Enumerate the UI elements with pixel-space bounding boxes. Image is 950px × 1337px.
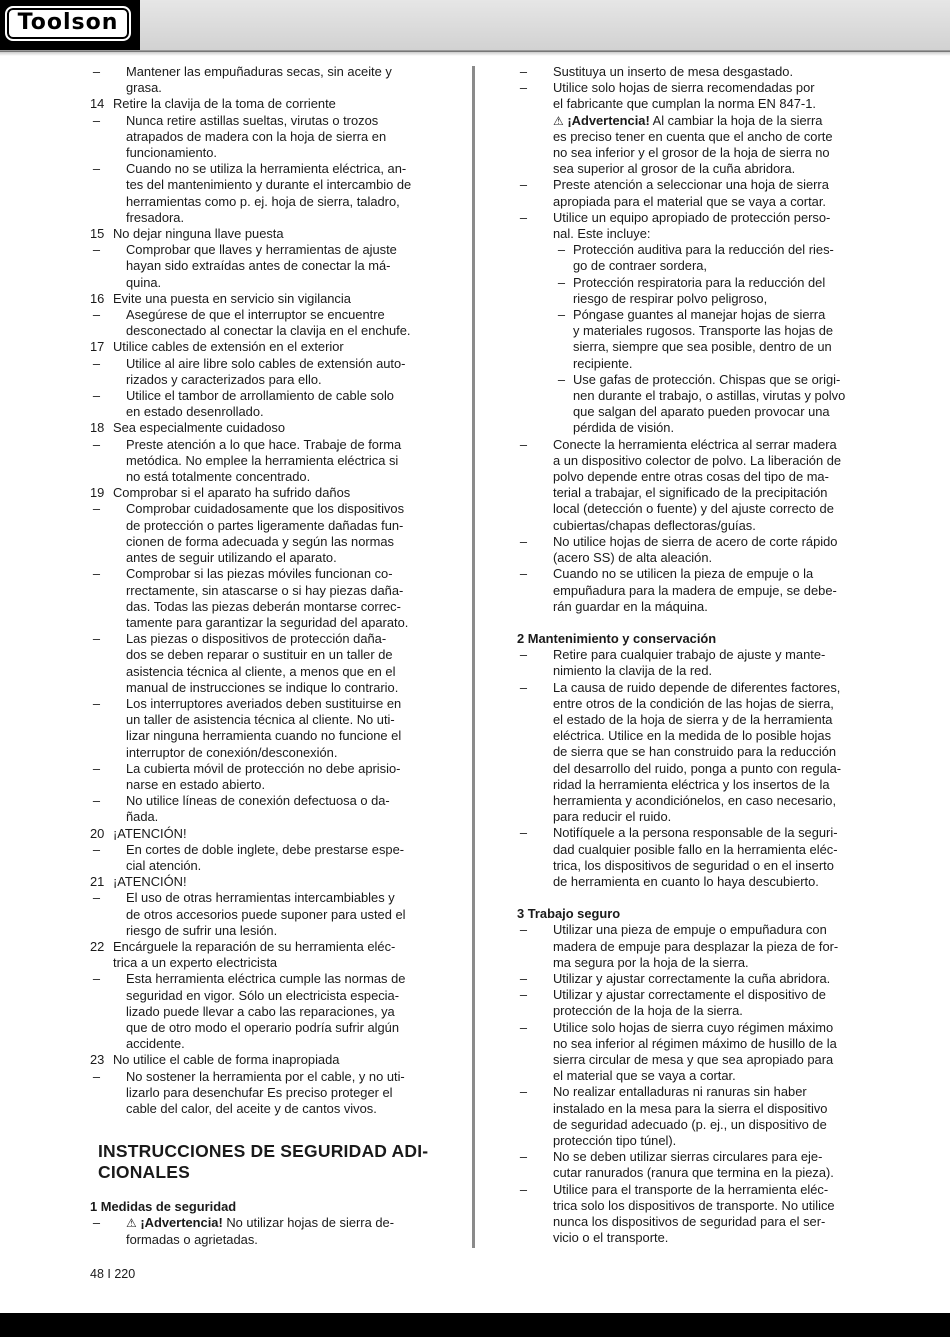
item-line: nen durante el trabajo, o astillas, virutas y polvo (573, 388, 846, 404)
sub-list-item (517, 307, 856, 372)
list-item (517, 1149, 856, 1181)
footer-bar (0, 1313, 950, 1337)
item-line: grasa. (126, 80, 162, 96)
dash-bullet: – (92, 760, 101, 776)
item-number: 19 (90, 485, 105, 501)
item-line: Los interruptores averiados deben sustituirse en (126, 695, 402, 711)
numbered-item (90, 226, 428, 242)
item-number: 22 (90, 938, 105, 954)
item-line: dad cualquier posible fallo en la herramienta eléc- (553, 841, 838, 857)
item-heading: No dejar ninguna llave puesta (113, 226, 284, 242)
dash-bullet: – (92, 161, 101, 177)
item-number: 14 (90, 96, 105, 112)
item-line: Sustituya un inserto de mesa desgastado. (553, 64, 794, 79)
list-item (517, 1182, 856, 1247)
item-line: La causa de ruido depende de diferentes factores, (553, 679, 841, 695)
page-number: 48 I 220 (90, 1267, 136, 1281)
item-heading: Sea especialmente cuidadoso (113, 420, 285, 436)
dash-bullet: – (519, 80, 528, 96)
item-line: de herramienta en cuanto lo haya descubierto. (553, 873, 819, 889)
list-item (517, 922, 856, 971)
dash-bullet: – (92, 64, 101, 79)
item-line: recipiente. (573, 355, 633, 371)
item-line: accidente. (126, 1036, 185, 1052)
item-line: de seguridad adecuado (p. ej., un dispositivo de (553, 1116, 827, 1132)
dash-bullet: – (557, 371, 566, 387)
item-line: go de contraer sordera, (573, 258, 707, 274)
item-line: cial atención. (126, 857, 202, 873)
item-line: herramienta y acondiciónelos, en caso necesario, (553, 792, 837, 808)
right-list-b (517, 177, 856, 614)
list-item (517, 987, 856, 1019)
item-line: no sea inferior al régimen máximo de husillo de la (553, 1035, 837, 1051)
subsection-title-2: 2 Mantenimiento y conservación (517, 630, 717, 646)
item-line: un taller de asistencia técnica al cliente. No uti- (126, 712, 395, 728)
item-line: metódica. No emplee la herramienta eléctrica si (126, 452, 399, 468)
list-item (90, 971, 428, 1052)
item-line: rizados y caracterizados para ello. (126, 371, 322, 387)
item-line: instalado en la mesa para la sierra el dispositivo (553, 1100, 828, 1116)
dash-bullet: – (92, 566, 101, 582)
item-line: local (detección o fuente) y del ajuste correcto de (553, 501, 834, 517)
item-line: polvo depende entre otras cosas del tipo de ma- (553, 469, 829, 485)
list-item (90, 161, 428, 226)
brand-logo (0, 0, 140, 50)
item-line: de otros accesorios puede suponer para usted el (126, 906, 406, 922)
item-line: nimiento la clavija de la red. (553, 663, 713, 679)
header-bar (0, 0, 950, 52)
item-line: Utilice un equipo apropiado de protección perso- (553, 209, 831, 225)
item-line: Preste atención a seleccionar una hoja de sierra (553, 177, 829, 193)
item-number: 16 (90, 290, 105, 306)
item-line: el estado de la hoja de sierra y de la herramienta (553, 711, 833, 727)
item-line: No se deben utilizar sierras circulares para eje- (553, 1149, 823, 1165)
item-line: Utilice al aire libre solo cables de extensión auto- (126, 355, 406, 371)
warning-paragraph: ⚠ ¡Advertencia! Al cambiar la hoja de la sierra es preciso tener en cuenta que el ancho de corte no sea inferior y el grosor de la hoja de sierra no sea superior al grosor de la cuña abridora. (553, 112, 833, 177)
list-item (517, 437, 856, 534)
item-heading: No utilice el cable de forma inapropiada (113, 1052, 340, 1068)
item-line: cubiertas/chapas deflectoras/guías. (553, 517, 756, 533)
numbered-item (90, 420, 428, 436)
item-line: dos se deben reparar o sustituir en un taller de (126, 647, 393, 663)
item-line: que de otro modo el operario podría sufrir algún (126, 1019, 400, 1035)
list-item (517, 177, 856, 209)
item-line: Comprobar que llaves y herramientas de ajuste (126, 242, 397, 258)
item-line: No utilice hojas de sierra de acero de corte rápido (553, 533, 838, 549)
dash-bullet: – (92, 1068, 101, 1084)
column-divider (472, 66, 475, 1248)
item-line: lizado puede llevar a cabo las reparaciones, ya (126, 1003, 395, 1019)
dash-bullet: – (92, 436, 101, 452)
dash-bullet: – (519, 987, 528, 1003)
item-line: riesgo de respirar polvo peligroso, (573, 290, 768, 306)
item-line: No realizar entalladuras ni ranuras sin haber (553, 1084, 807, 1100)
item-line: Cuando no se utiliza la herramienta eléctrica, an- (126, 161, 407, 177)
item-line: Conecte la herramienta eléctrica al serrar madera (553, 436, 837, 452)
list-item (517, 1020, 856, 1085)
item-line: ñada. (126, 809, 159, 825)
dash-bullet: – (92, 841, 101, 857)
item-number: 17 (90, 339, 105, 355)
item-number: 15 (90, 226, 105, 242)
item-line: Utilizar y ajustar correctamente el dispositivo de (553, 987, 826, 1003)
item-line: narse en estado abierto. (126, 776, 266, 792)
item-line: empuñadura para la madera de empuje, se debe- (553, 582, 837, 598)
list-item (90, 356, 428, 388)
item-line: hayan sido extraídas antes de conectar la má- (126, 258, 391, 274)
item-line: Comprobar cuidadosamente que los dispositivos (126, 501, 405, 517)
dash-bullet: – (557, 242, 566, 258)
dash-bullet: – (519, 566, 528, 582)
item-line: para reducir el ruido. (553, 809, 672, 825)
numbered-item (90, 1052, 428, 1068)
dash-bullet: – (557, 307, 566, 323)
numbered-item (90, 291, 428, 307)
left-list (90, 64, 428, 1117)
item-line: apropiada para el material que se vaya a cortar. (553, 193, 827, 209)
item-line: herramientas como p. ej. hoja de sierra, taladro, (126, 193, 400, 209)
dash-bullet: – (519, 825, 528, 841)
dash-bullet: – (519, 647, 528, 663)
numbered-item (90, 339, 428, 355)
item-line: ridad la herramienta eléctrica y los insertos de la (553, 776, 830, 792)
item-line: (acero SS) de alta aleación. (553, 550, 713, 566)
list-item (90, 437, 428, 486)
dash-bullet: – (519, 209, 528, 225)
subsection-title-3: 3 Trabajo seguro (517, 906, 621, 922)
item-line: lizar ninguna herramienta cuando no funcione el (126, 728, 402, 744)
list-item (90, 64, 428, 96)
item-line: Asegúrese de que el interruptor se encuentre (126, 307, 385, 323)
item-line: Utilizar y ajustar correctamente la cuña abridora. (553, 970, 831, 986)
warning-icon: ⚠ (553, 113, 564, 128)
item-line: trica solo los dispositivos de transporte. No utilice (553, 1197, 835, 1213)
dash-bullet: – (92, 501, 101, 517)
item-line: rán guardar en la máquina. (553, 598, 708, 614)
left-column (90, 64, 428, 1248)
dash-bullet: – (92, 793, 101, 809)
item-line: En cortes de doble inglete, debe prestarse espe- (126, 841, 405, 857)
item-line: el material que se vaya a cortar. (553, 1068, 736, 1084)
list-item (90, 696, 428, 761)
item-line: El uso de otras herramientas intercambiables y (126, 890, 395, 906)
item-line: seguridad en vigor. Sólo un electricista especia- (126, 987, 400, 1003)
item-heading: Encárguele la reparación de su herramienta eléc- (113, 938, 396, 954)
item-line: das. Todas las piezas deberán montarse correc- (126, 598, 401, 614)
numbered-item (90, 939, 428, 955)
item-line: Cuando no se utilicen la pieza de empuje o la (553, 566, 814, 582)
dash-bullet: – (519, 1019, 528, 1035)
list-item (90, 501, 428, 566)
item-line: trica, los dispositivos de seguridad o en el inserto (553, 857, 834, 873)
right-column (517, 64, 856, 1246)
item-line: No utilice líneas de conexión defectuosa o da- (126, 793, 390, 809)
list-item (517, 80, 856, 112)
dash-bullet: – (519, 679, 528, 695)
dash-bullet: – (92, 242, 101, 258)
item-line: asistencia técnica al cliente, a menos que en el (126, 663, 396, 679)
dash-bullet: – (519, 970, 528, 986)
item-line: riesgo de sufrir una lesión. (126, 922, 278, 938)
dash-bullet: – (92, 971, 101, 987)
list-item (90, 242, 428, 291)
item-line: el fabricante que cumplan la norma EN 847-1. (553, 96, 816, 112)
item-heading: ¡ATENCIÓN! (113, 874, 187, 890)
list-item (90, 307, 428, 339)
item-number: 23 (90, 1052, 105, 1068)
dash-bullet: – (92, 631, 101, 647)
dash-bullet: – (519, 1084, 528, 1100)
item-line: madera de empuje para desplazar la pieza de for- (553, 938, 839, 954)
dash-bullet: – (519, 1181, 528, 1197)
item-line: Utilice solo hojas de sierra cuyo régimen máximo (553, 1019, 834, 1035)
dash-bullet: – (519, 177, 528, 193)
dash-bullet: – (519, 533, 528, 549)
item-line: Utilice solo hojas de sierra recomendadas por (553, 80, 815, 96)
dash-bullet: – (92, 112, 101, 128)
sub-list-item (517, 242, 856, 274)
item-line: cionen de forma adecuada y según las normas (126, 533, 395, 549)
item-line: nal. Este incluye: (553, 226, 651, 242)
item-line: Retire para cualquier trabajo de ajuste y mante- (553, 647, 826, 663)
item-line: desconectado al conectar la clavija en el enchufe. (126, 323, 411, 339)
item-heading: Retire la clavija de la toma de corriente (113, 96, 336, 112)
sub-list-item (517, 275, 856, 307)
list-item (90, 388, 428, 420)
list-item (90, 842, 428, 874)
item-line: Preste atención a lo que hace. Trabaje de forma (126, 436, 402, 452)
item-line: del desarrollo del ruido, ponga a punto con regula- (553, 760, 842, 776)
item-line: vicio o el transporte. (553, 1230, 669, 1246)
item-line: protección de la hoja de la sierra. (553, 1003, 743, 1019)
numbered-item (90, 874, 428, 890)
item-line: Las piezas o dispositivos de protección daña- (126, 631, 387, 647)
right-list-c (517, 647, 856, 890)
item-line: protección tipo túnel). (553, 1133, 677, 1148)
item-number: 20 (90, 825, 105, 841)
item-line: antes de seguir utilizando el aparato. (126, 550, 337, 566)
list-item: – ⚠ ¡Advertencia! No utilizar hojas de sierra de- formadas o agrietadas. (92, 1215, 394, 1247)
list-item (90, 761, 428, 793)
dash-bullet: – (519, 922, 528, 938)
item-line: a un dispositivo colector de polvo. La liberación de (553, 452, 842, 468)
list-item (90, 890, 428, 939)
list-item (517, 647, 856, 679)
dash-bullet: – (92, 307, 101, 323)
item-line: atrapados de madera con la hoja de sierra en (126, 128, 387, 144)
list-item (517, 680, 856, 826)
item-heading: Comprobar si el aparato ha sufrido daños (113, 485, 351, 501)
item-line: pérdida de visión. (573, 420, 675, 436)
item-line: cutar ranurados (ranura que termina en la pieza). (553, 1165, 834, 1181)
item-line: eléctrica. Utilice en la medida de lo posible hojas (553, 728, 832, 744)
brand-logo-text: Toolson (5, 6, 131, 41)
list-item (517, 64, 856, 80)
dash-bullet: – (557, 274, 566, 290)
item-line: funcionamiento. (126, 145, 218, 161)
item-line: Use gafas de protección. Chispas que se origi- (573, 371, 841, 387)
item-line: y materiales rugosos. Transporte las hojas de (573, 323, 834, 339)
item-line: Utilice para el transporte de la herramienta eléc- (553, 1181, 829, 1197)
item-line: de protección o partes ligeramente dañadas fun- (126, 517, 404, 533)
dash-bullet: – (519, 436, 528, 452)
sub-list-item (517, 372, 856, 437)
list-item (517, 534, 856, 566)
item-line: de sierra que se han construido para la reducción (553, 744, 837, 760)
item-line: La cubierta móvil de protección no debe aprisio- (126, 760, 401, 776)
item-line: que salgan del aparato pueden provocar una (573, 404, 830, 420)
dash-bullet: – (519, 64, 528, 79)
dash-bullet: – (92, 695, 101, 711)
item-line: tamente para garantizar la seguridad del aparato. (126, 614, 409, 630)
dash-bullet: – (92, 890, 101, 906)
section-title: INSTRUCCIONES DE SEGURIDAD ADI- CIONALES (98, 1141, 429, 1183)
item-line: sierra, siempre que sea posible, dentro de un (573, 339, 832, 355)
numbered-item (90, 826, 428, 842)
item-line: manual de instrucciones se indique lo contrario. (126, 679, 399, 695)
dash-bullet: – (92, 388, 101, 404)
item-line: terial a trabajar, el significado de la precipitación (553, 485, 828, 501)
dash-bullet: – (519, 1149, 528, 1165)
item-line: Póngase guantes al manejar hojas de sierra (573, 307, 826, 323)
right-list-d (517, 922, 856, 1246)
item-line: cable del calor, del aceite y de cantos vivos. (126, 1101, 377, 1116)
item-heading: Evite una puesta en servicio sin vigilancia (113, 290, 351, 306)
warning-icon: ⚠ (126, 1216, 137, 1231)
item-line: Mantener las empuñaduras secas, sin aceite y (126, 64, 392, 79)
item-line: sierra circular de mesa y que sea apropiado para (553, 1051, 834, 1067)
item-line: quina. (126, 274, 162, 290)
subsection-title-1: 1 Medidas de seguridad (90, 1199, 237, 1215)
right-list-a (517, 64, 856, 113)
list-item (90, 566, 428, 631)
item-heading: Utilice cables de extensión en el exterior (113, 339, 344, 355)
item-heading-cont: trica a un experto electricista (113, 955, 278, 971)
item-line: interruptor de conexión/desconexión. (126, 744, 338, 760)
item-line: Protección respiratoria para la reducción del (573, 274, 826, 290)
list-item (90, 631, 428, 696)
item-line: ma segura por la hoja de la sierra. (553, 954, 749, 970)
list-item (517, 566, 856, 615)
item-line: no está totalmente concentrado. (126, 469, 311, 485)
item-line: entre otros de la condición de las hojas de sierra, (553, 695, 834, 711)
item-line: en estado desenrollado. (126, 404, 264, 420)
item-line: Esta herramienta eléctrica cumple las normas de (126, 971, 406, 987)
item-line: Comprobar si las piezas móviles funcionan co- (126, 566, 393, 582)
item-line: Protección auditiva para la reducción del ries- (573, 242, 834, 258)
item-line: lizarlo para desenchufar Es preciso proteger el (126, 1084, 393, 1100)
list-item (517, 210, 856, 242)
item-line: Utilice el tambor de arrollamiento de cable solo (126, 388, 394, 404)
item-line: tes del mantenimiento y durante el intercambio de (126, 177, 412, 193)
item-number: 18 (90, 420, 105, 436)
numbered-item (90, 96, 428, 112)
list-item (517, 971, 856, 987)
item-line: Notifíquele a la persona responsable de la seguri- (553, 825, 838, 841)
list-item (517, 825, 856, 890)
item-line: No sostener la herramienta por el cable, y no uti- (126, 1068, 405, 1084)
item-line: Utilizar una pieza de empuje o empuñadura con (553, 922, 827, 938)
item-line: rrectamente, sin atascarse o si hay piezas daña- (126, 582, 404, 598)
dash-bullet: – (92, 355, 101, 371)
item-line: Nunca retire astillas sueltas, virutas o trozos (126, 112, 379, 128)
list-item (90, 793, 428, 825)
list-item (90, 1069, 428, 1118)
numbered-item (90, 485, 428, 501)
item-number: 21 (90, 874, 105, 890)
item-line: nunca los dispositivos de seguridad para el ser- (553, 1214, 826, 1230)
list-item (517, 1084, 856, 1149)
list-item (90, 113, 428, 162)
item-heading: ¡ATENCIÓN! (113, 825, 187, 841)
item-line: fresadora. (126, 209, 185, 225)
